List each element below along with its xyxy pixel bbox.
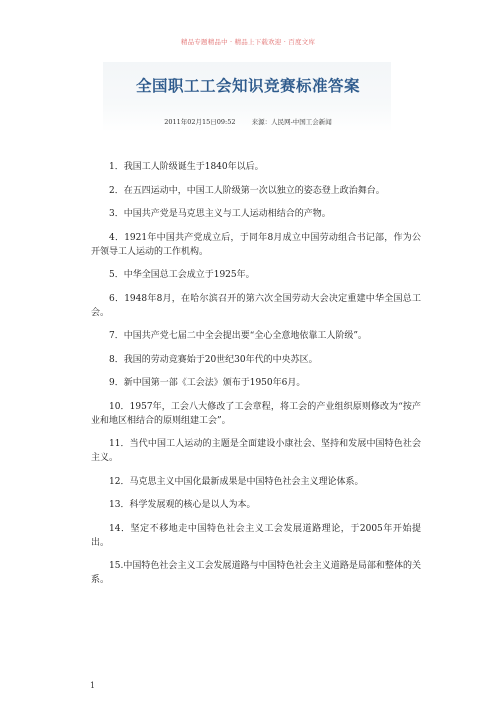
- page-number: 1: [90, 681, 96, 690]
- article-body: [91, 160, 421, 597]
- top-note: 精品专题精品中 · 精品上下载欢迎 · 百度文库: [180, 38, 316, 46]
- answer-item: 3．中国共产党是马克思主义与工人运动相结合的产物。: [109, 209, 331, 219]
- answer-item: 9．新中国第一部《工会法》颁布于1950年6月。: [109, 378, 306, 388]
- answer-item: 7．中国共产党七届二中全会提出要“全心全意地依靠工人阶级”。: [109, 331, 367, 341]
- answer-item: 14．坚定不移地走中国特色社会主义工会发展道路理论，于2005年开始提出。: [91, 523, 421, 548]
- answer-item: 10．1957年，工会八大修改了工会章程，将工会的产业组织原则修改为“按产业和地区相结合的原则组建工会”。: [91, 401, 421, 426]
- page-title: 全国职工工会知识竞赛标准答案: [135, 77, 360, 95]
- answer-item: 6．1948年8月，在哈尔滨召开的第六次全国劳动大会决定重建中华全国总工会。: [91, 293, 421, 318]
- publish-datetime: 2011年02月15日09:52: [164, 118, 236, 126]
- article-source: 来源：人民网-中国工会新闻: [251, 118, 332, 126]
- answer-item: 1．我国工人阶级诞生于1840年以后。: [109, 162, 264, 172]
- answer-item: 8．我国的劳动竞赛始于20世纪30年代的中央苏区。: [109, 354, 318, 365]
- answer-item: 15.中国特色社会主义工会发展道路与中国特色社会主义道路是局部和整体的关系。: [91, 561, 421, 585]
- answer-item: 11．当代中国工人运动的主题是全面建设小康社会、坚持和发展中国特色社会主义。: [91, 439, 421, 463]
- answer-item: 4．1921年中国共产党成立后，于同年8月成立中国劳动组合书记部，作为公开领导工人运动的工作机构。: [91, 232, 421, 257]
- answer-item: 13．科学发展观的核心是以人为本。: [109, 500, 256, 510]
- answer-item: 12．马克思主义中国化最新成果是中国特色社会主义理论体系。: [109, 476, 364, 487]
- article-meta: [0, 117, 496, 126]
- answer-item: 2．在五四运动中，中国工人阶级第一次以独立的姿态登上政治舞台。: [109, 185, 385, 196]
- answer-item: 5．中华全国总工会成立于1925年。: [109, 270, 255, 280]
